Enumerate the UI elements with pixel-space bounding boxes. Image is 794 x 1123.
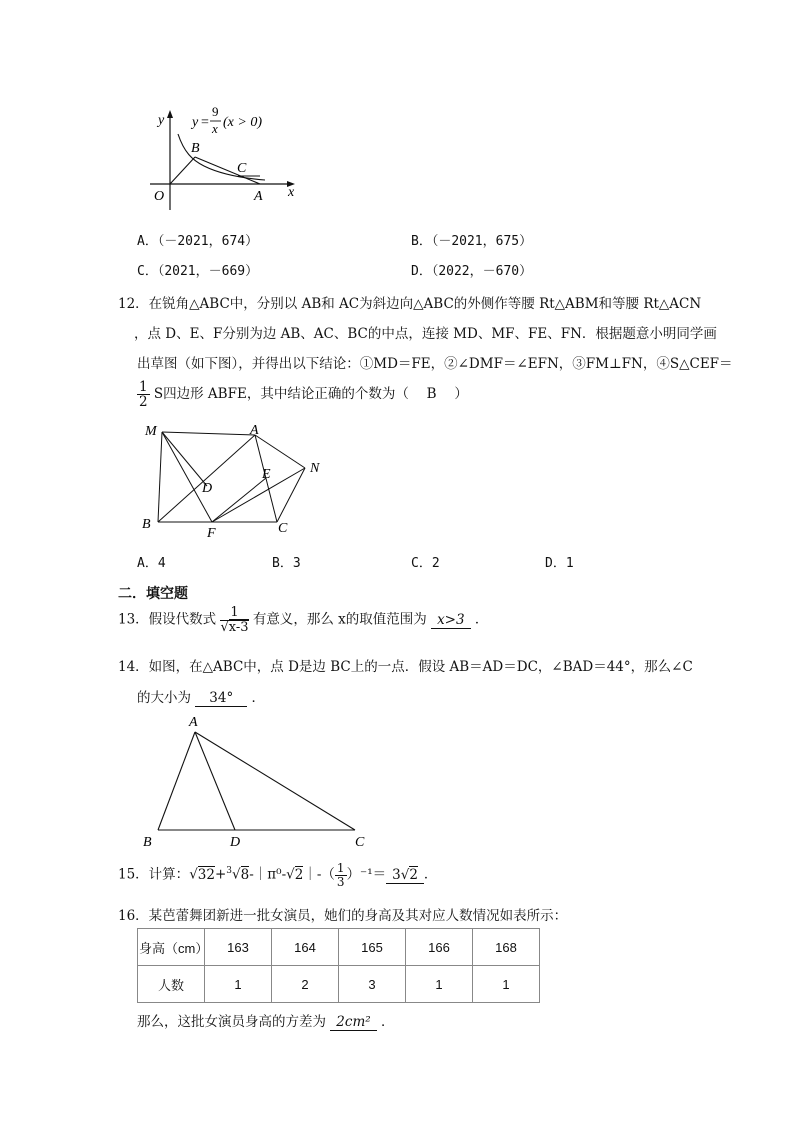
q13-answer: x>3 <box>431 612 471 629</box>
q12-option-a: A．4 <box>137 556 166 571</box>
q13-suffix: 有意义，那么 x的取值范围为 <box>252 611 427 628</box>
q14-answer: 34° <box>195 690 247 707</box>
label-D: D <box>230 835 241 850</box>
segment-OB <box>170 157 195 184</box>
q13-prefix: 13．假设代数式 <box>118 611 217 628</box>
q11-figure <box>140 100 310 215</box>
q12-line-1: 12．在锐角△ABC中，分别以 AB和 AC为斜边向△ABC的外侧作等腰 Rt△ABM和等腰 Rt△ACN <box>118 296 702 312</box>
seg-AD <box>195 732 235 830</box>
q12-option-d: D．1 <box>545 556 574 571</box>
eq-equals: = <box>201 115 209 130</box>
height-table <box>137 928 540 1003</box>
q11-option-c: C．（2021，－669） <box>137 264 259 279</box>
q16-line-2: 那么，这批女演员身高的方差为 2cm² ． <box>137 1014 395 1030</box>
y-axis-arrow <box>167 110 173 118</box>
label-O: O <box>154 189 165 204</box>
seg-AB <box>158 732 195 830</box>
q12-line-4 <box>137 380 468 409</box>
q14-figure <box>140 712 375 850</box>
label-F: F <box>207 526 216 541</box>
table-row: 人数 1 2 3 1 1 <box>138 966 540 1003</box>
label-C: C <box>237 161 247 176</box>
q15: 15．计算：√32+$^3$√8-｜π⁰-√2｜-（ $\frac{1}{3}$ ）⁻¹＝ 3√2 ． <box>118 861 438 889</box>
eq-denominator: x <box>212 121 218 136</box>
label-M: M <box>145 424 157 439</box>
q15-answer: 3√2 <box>386 867 424 884</box>
seg-AC <box>195 732 355 830</box>
q13-fraction: $\frac{1}{√x-3}$ <box>220 605 249 635</box>
label-N: N <box>310 461 320 476</box>
q14-line-2: 的大小为 34° ． <box>137 690 266 706</box>
q16-answer: 2cm² <box>330 1014 376 1031</box>
q12-line-3: 出草图（如下图），并得出以下结论：①MD＝FE，②∠DMF＝∠EFN，③FM⊥FN，④S△CEF＝ <box>137 356 733 372</box>
q12-option-b: B．3 <box>272 556 301 571</box>
label-B: B <box>142 517 151 532</box>
label-D: D <box>202 481 213 496</box>
label-C: C <box>278 521 288 536</box>
seg-MF <box>162 432 212 522</box>
seg-FE <box>212 478 266 522</box>
q11-option-a: A．（－2021，674） <box>137 234 259 249</box>
table-row: 身高（cm） 163 164 165 166 168 <box>138 929 540 966</box>
eq-condition: (x > 0) <box>223 115 262 130</box>
q12-option-c: C．2 <box>411 556 440 571</box>
section-title: 二．填空题 <box>118 586 188 602</box>
q12-line-2: ，点 D、E、F分别为边 AB、AC、BC的中点，连接 MD、MF、FE、FN．根据题意小明同学画 <box>134 326 717 342</box>
seg-MB <box>158 432 162 522</box>
q13: 13．假设代数式 $\frac{1}{√x-3}$ 有意义，那么 x的取值范围为 x>3 ． <box>118 605 489 635</box>
q12-fraction: $\frac{1}{2}$ <box>139 379 148 411</box>
label-A: A <box>189 715 198 730</box>
q12-line-4-text: S四边形 ABFE，其中结论正确的个数为（ B ） <box>153 386 468 403</box>
label-y: y <box>158 113 165 128</box>
eq-y: y <box>192 115 199 130</box>
label-x: x <box>288 185 295 200</box>
label-A: A <box>254 189 263 204</box>
seg-MA <box>162 432 255 435</box>
label-C: C <box>355 835 365 850</box>
eq-numerator: 9 <box>212 104 219 119</box>
label-E: E <box>262 467 271 482</box>
q14-line-1: 14．如图，在△ABC中，点 D是边 BC上的一点．假设 AB＝AD＝DC，∠BAD＝44°，那么∠C <box>118 659 693 675</box>
segment-BA <box>195 157 260 184</box>
label-B: B <box>191 141 200 156</box>
q16-line-1: 16．某芭蕾舞团新进一批女演员，她们的身高及其对应人数情况如表所示： <box>118 908 568 924</box>
q12-figure <box>140 420 340 542</box>
label-B: B <box>143 835 152 850</box>
q11-option-b: B．（－2021，675） <box>411 234 533 249</box>
seg-MD <box>162 432 207 486</box>
q11-option-d: D．（2022，－670） <box>411 264 533 279</box>
seg-BA <box>158 435 255 522</box>
label-A: A <box>250 423 259 438</box>
